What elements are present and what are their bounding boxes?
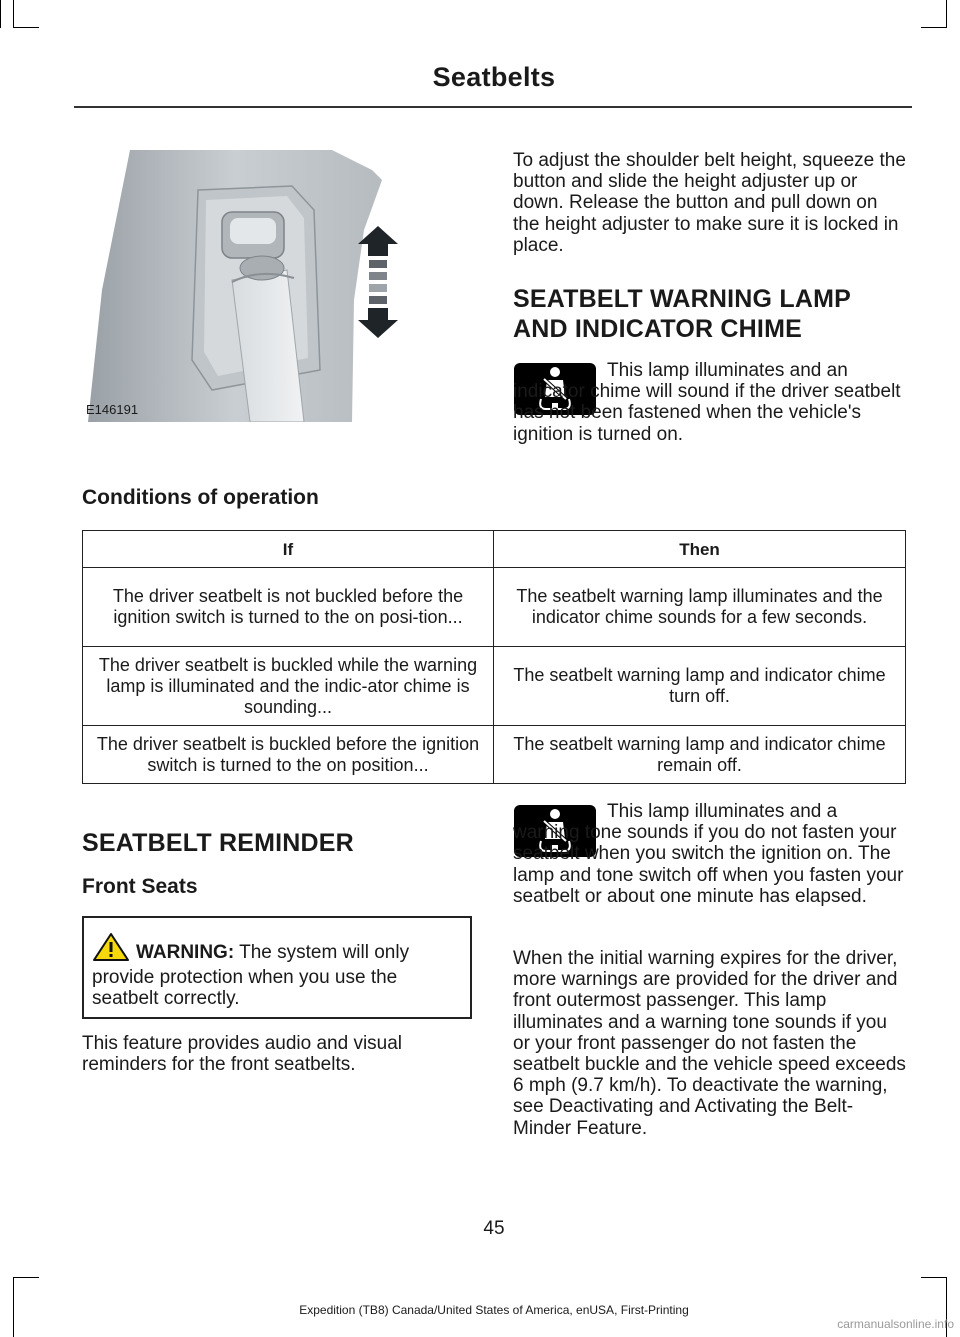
lamp-tone-paragraph <box>513 801 908 907</box>
shoulder-belt-adjuster-illustration <box>82 140 474 422</box>
crop-mark <box>921 27 947 28</box>
reminder-heading: SEATBELT REMINDER <box>82 829 354 857</box>
crop-mark <box>921 1277 947 1278</box>
warning-lamp-heading-line1: SEATBELT WARNING LAMP <box>513 285 851 313</box>
page-title: Seatbelts <box>432 62 556 92</box>
table-header-row <box>83 531 906 568</box>
warning-lamp-heading-line2: AND INDICATOR CHIME <box>513 315 802 343</box>
column-header-if: If <box>83 531 494 568</box>
warning-text: The system will only provide protection when you use the seatbelt correctly. <box>92 942 410 1010</box>
header-divider <box>74 106 912 108</box>
warning-lamp-text: This lamp illuminates and an indicator chime will sound if the driver seatbelt has not been fastened when the vehicle's ignition is turned on. <box>513 360 901 445</box>
column-header-then: Then <box>494 531 906 568</box>
warning-box <box>82 916 472 1019</box>
lamp-tone-text: This lamp illuminates and a warning tone sounds if you do not fasten your seatbelt when you switch the ignition on. The lamp and tone switch off when you fasten your seatbelt or about one minute has elapsed. <box>513 801 904 907</box>
conditions-table <box>82 530 906 784</box>
table-cell-then: The seatbelt warning lamp and indicator chime remain off. <box>494 726 906 784</box>
adjust-paragraph: To adjust the shoulder belt height, squeeze the button and slide the height adjuster up or down. Release the button and pull down on the height adjuster to make sure it is locked in place. <box>513 150 906 256</box>
table-row <box>83 726 906 784</box>
page-number: 45 <box>483 1218 505 1239</box>
table-row <box>83 568 906 647</box>
crop-mark <box>13 1277 39 1278</box>
initial-warning-paragraph: When the initial warning expires for the driver, more warnings are provided for the driver and front outermost passenger. This lamp illuminates and a warning tone sounds if you or your front passenger do not fasten the seatbelt buckle and the vehicle speed exceeds 6 mph (9.7 km/h). To deactivate the warning, see Deactivating and Activating the Belt-Minder Feature. <box>513 948 906 1139</box>
table-cell-then: The seatbelt warning lamp illuminates and the indicator chime sounds for a few seconds. <box>494 568 906 647</box>
figure-code: E146191 <box>86 402 139 417</box>
warning-lamp-heading <box>513 284 908 344</box>
crop-mark <box>13 0 14 28</box>
footer: Expedition (TB8) Canada/United States of America, enUSA, First-Printing <box>299 1303 689 1317</box>
table-cell-if: The driver seatbelt is buckled while the warning lamp is illuminated and the indic-ator chime is sounding... <box>83 647 494 726</box>
front-seats-subheading: Front Seats <box>82 875 198 898</box>
crop-mark <box>946 0 947 28</box>
crop-mark <box>0 0 1 28</box>
crop-mark <box>13 27 39 28</box>
warning-label: WARNING: <box>136 942 235 963</box>
feature-paragraph: This feature provides audio and visual reminders for the front seatbelts. <box>82 1033 403 1076</box>
conditions-heading: Conditions of operation <box>82 486 319 509</box>
table-cell-then: The seatbelt warning lamp and indicator chime turn off. <box>494 647 906 726</box>
watermark: carmanualsonline.info <box>837 1317 954 1331</box>
warning-triangle-icon <box>92 932 130 967</box>
table-cell-if: The driver seatbelt is buckled before the ignition switch is turned to the on position... <box>83 726 494 784</box>
warning-lamp-paragraph <box>513 360 908 445</box>
table-cell-if: The driver seatbelt is not buckled before the ignition switch is turned to the on posi-tion... <box>83 568 494 647</box>
table-row <box>83 647 906 726</box>
